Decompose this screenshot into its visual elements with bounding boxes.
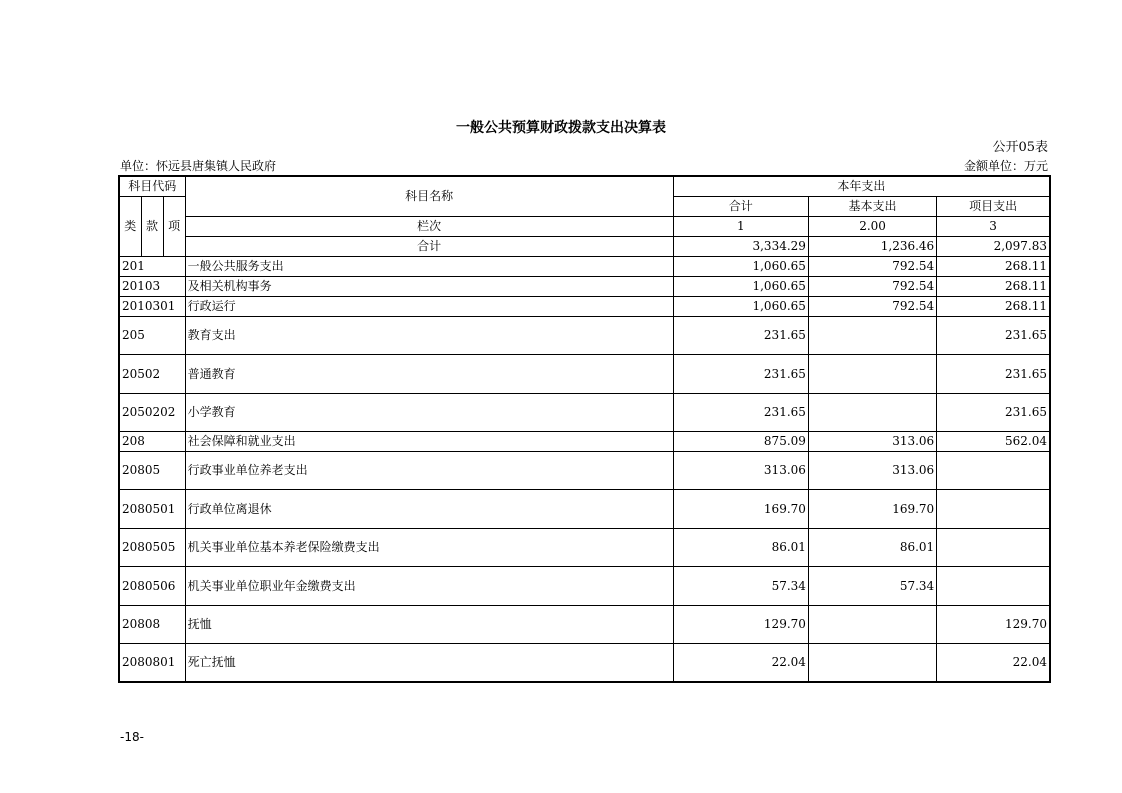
row-code: 20103: [119, 276, 185, 296]
row-code: 201: [119, 256, 185, 276]
table-row: [119, 354, 1050, 393]
table-row: [119, 643, 1050, 682]
header-row-1: [119, 176, 1050, 196]
total-row-project: 2,097.83: [937, 236, 1050, 256]
row-name: 死亡抚恤: [185, 643, 673, 682]
row-project: 268.11: [937, 296, 1050, 316]
total-row-total: 3,334.29: [673, 236, 808, 256]
col1-number: 1: [673, 216, 808, 236]
row-basic: [808, 605, 936, 643]
row-total: 86.01: [673, 528, 808, 566]
row-name: 机关事业单位基本养老保险缴费支出: [185, 528, 673, 566]
xiang-header: 项: [163, 196, 185, 256]
money-unit-label: 金额单位：万元: [963, 159, 1048, 173]
table-row: [119, 256, 1050, 276]
row-basic: 86.01: [808, 528, 936, 566]
row-code: 2080501: [119, 489, 185, 528]
name-header: 科目名称: [185, 176, 673, 216]
table-row: [119, 316, 1050, 354]
row-basic: 792.54: [808, 276, 936, 296]
row-project: [937, 489, 1050, 528]
row-project: 129.70: [937, 605, 1050, 643]
row-basic: [808, 316, 936, 354]
row-basic: 792.54: [808, 256, 936, 276]
table-row: [119, 276, 1050, 296]
total-row: [119, 236, 1050, 256]
row-basic: 57.34: [808, 566, 936, 605]
row-total: 57.34: [673, 566, 808, 605]
row-code: 2010301: [119, 296, 185, 316]
row-project: [937, 528, 1050, 566]
row-project: 22.04: [937, 643, 1050, 682]
current-year-header: 本年支出: [673, 176, 1050, 196]
table-row: [119, 431, 1050, 451]
project-header: 项目支出: [937, 196, 1050, 216]
row-basic: 313.06: [808, 451, 936, 489]
row-project: 231.65: [937, 354, 1050, 393]
row-name: 一般公共服务支出: [185, 256, 673, 276]
code-group-header: 科目代码: [119, 176, 185, 196]
table-row: [119, 296, 1050, 316]
row-basic: 792.54: [808, 296, 936, 316]
lanci-label: 栏次: [185, 216, 673, 236]
table-row: [119, 566, 1050, 605]
row-name: 小学教育: [185, 393, 673, 431]
row-total: 1,060.65: [673, 296, 808, 316]
row-total: 231.65: [673, 316, 808, 354]
total-row-basic: 1,236.46: [808, 236, 936, 256]
unit-label: 单位：怀远县唐集镇人民政府: [120, 159, 277, 173]
row-project: 231.65: [937, 393, 1050, 431]
row-basic: [808, 643, 936, 682]
row-code: 2080505: [119, 528, 185, 566]
row-name: 抚恤: [185, 605, 673, 643]
row-name: 教育支出: [185, 316, 673, 354]
basic-header: 基本支出: [808, 196, 936, 216]
row-total: 169.70: [673, 489, 808, 528]
expenditure-table: [118, 175, 1051, 683]
row-total: 1,060.65: [673, 276, 808, 296]
table-row: [119, 489, 1050, 528]
row-project: 562.04: [937, 431, 1050, 451]
row-total: 22.04: [673, 643, 808, 682]
lanci-row: [119, 216, 1050, 236]
table-row: [119, 605, 1050, 643]
row-code: 2080801: [119, 643, 185, 682]
row-code: 2080506: [119, 566, 185, 605]
kuan-header: 款: [141, 196, 163, 256]
row-name: 普通教育: [185, 354, 673, 393]
row-name: 机关事业单位职业年金缴费支出: [185, 566, 673, 605]
row-project: 268.11: [937, 256, 1050, 276]
col2-number: 2.00: [808, 216, 936, 236]
table-row: [119, 451, 1050, 489]
row-code: 20808: [119, 605, 185, 643]
row-basic: 313.06: [808, 431, 936, 451]
row-total: 313.06: [673, 451, 808, 489]
row-code: 208: [119, 431, 185, 451]
row-code: 205: [119, 316, 185, 354]
row-code: 2050202: [119, 393, 185, 431]
row-total: 231.65: [673, 354, 808, 393]
row-project: 231.65: [937, 316, 1050, 354]
row-code: 20502: [119, 354, 185, 393]
row-name: 及相关机构事务: [185, 276, 673, 296]
row-total: 1,060.65: [673, 256, 808, 276]
table-row: [119, 528, 1050, 566]
row-name: 行政单位离退休: [185, 489, 673, 528]
row-project: [937, 451, 1050, 489]
row-code: 20805: [119, 451, 185, 489]
table-number: 公开05表: [992, 140, 1048, 155]
row-name: 行政运行: [185, 296, 673, 316]
row-total: 129.70: [673, 605, 808, 643]
lei-header: 类: [119, 196, 141, 256]
page-number: -18-: [120, 730, 144, 744]
row-project: [937, 566, 1050, 605]
total-header: 合计: [673, 196, 808, 216]
row-total: 875.09: [673, 431, 808, 451]
row-total: 231.65: [673, 393, 808, 431]
row-basic: [808, 393, 936, 431]
row-basic: 169.70: [808, 489, 936, 528]
row-project: 268.11: [937, 276, 1050, 296]
row-name: 社会保障和就业支出: [185, 431, 673, 451]
col3-number: 3: [937, 216, 1050, 236]
table-row: [119, 393, 1050, 431]
total-row-label: 合计: [185, 236, 673, 256]
page-title: 一般公共预算财政拨款支出决算表: [456, 120, 666, 136]
row-name: 行政事业单位养老支出: [185, 451, 673, 489]
row-basic: [808, 354, 936, 393]
